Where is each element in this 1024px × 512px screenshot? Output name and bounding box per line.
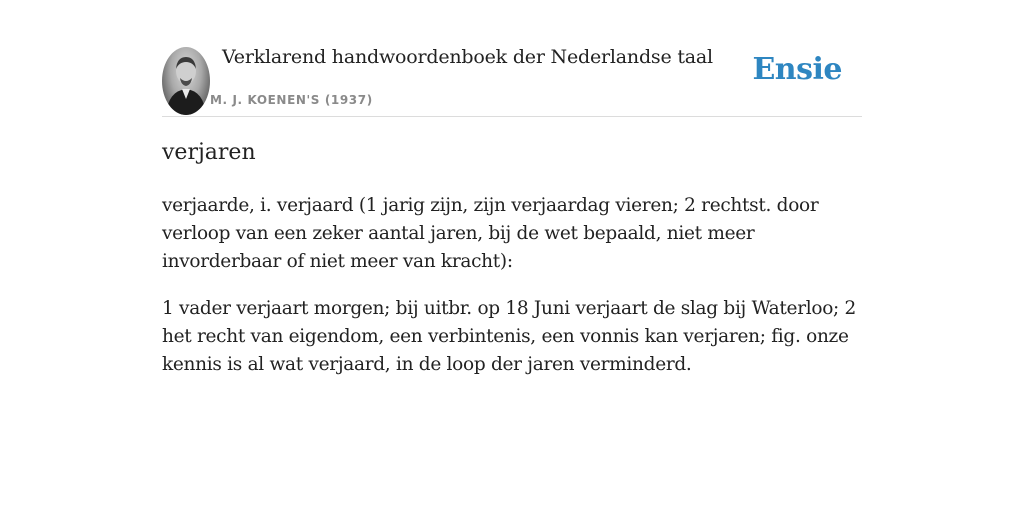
ensie-logo-link[interactable]: Ensie (752, 52, 842, 87)
author-credit: M. J. KOENEN'S (1937) (210, 93, 373, 107)
portrait-icon (162, 47, 210, 115)
entry-definition: verjaarde, i. verjaard (1 jarig zijn, zijn verjaardag vieren; 2 rechtst. door verloop van een zeker aantal jaren, bij de wet bepaald, niet meer invorderbaar of niet meer van kracht): (162, 195, 819, 272)
dictionary-header (162, 40, 862, 117)
entry-headword: verjaren (162, 140, 256, 165)
author-portrait-image (162, 47, 210, 115)
entry-examples: 1 vader verjaart morgen; bij uitbr. op 18 Juni verjaart de slag bij Waterloo; 2 het recht van eigendom, een verbintenis, een vonnis kan verjaren; fig. onze kennis is al wat verjaard, in de loop der jaren verminderd. (162, 298, 857, 375)
book-title: Verklarend handwoordenboek der Nederlandse taal (222, 46, 713, 68)
